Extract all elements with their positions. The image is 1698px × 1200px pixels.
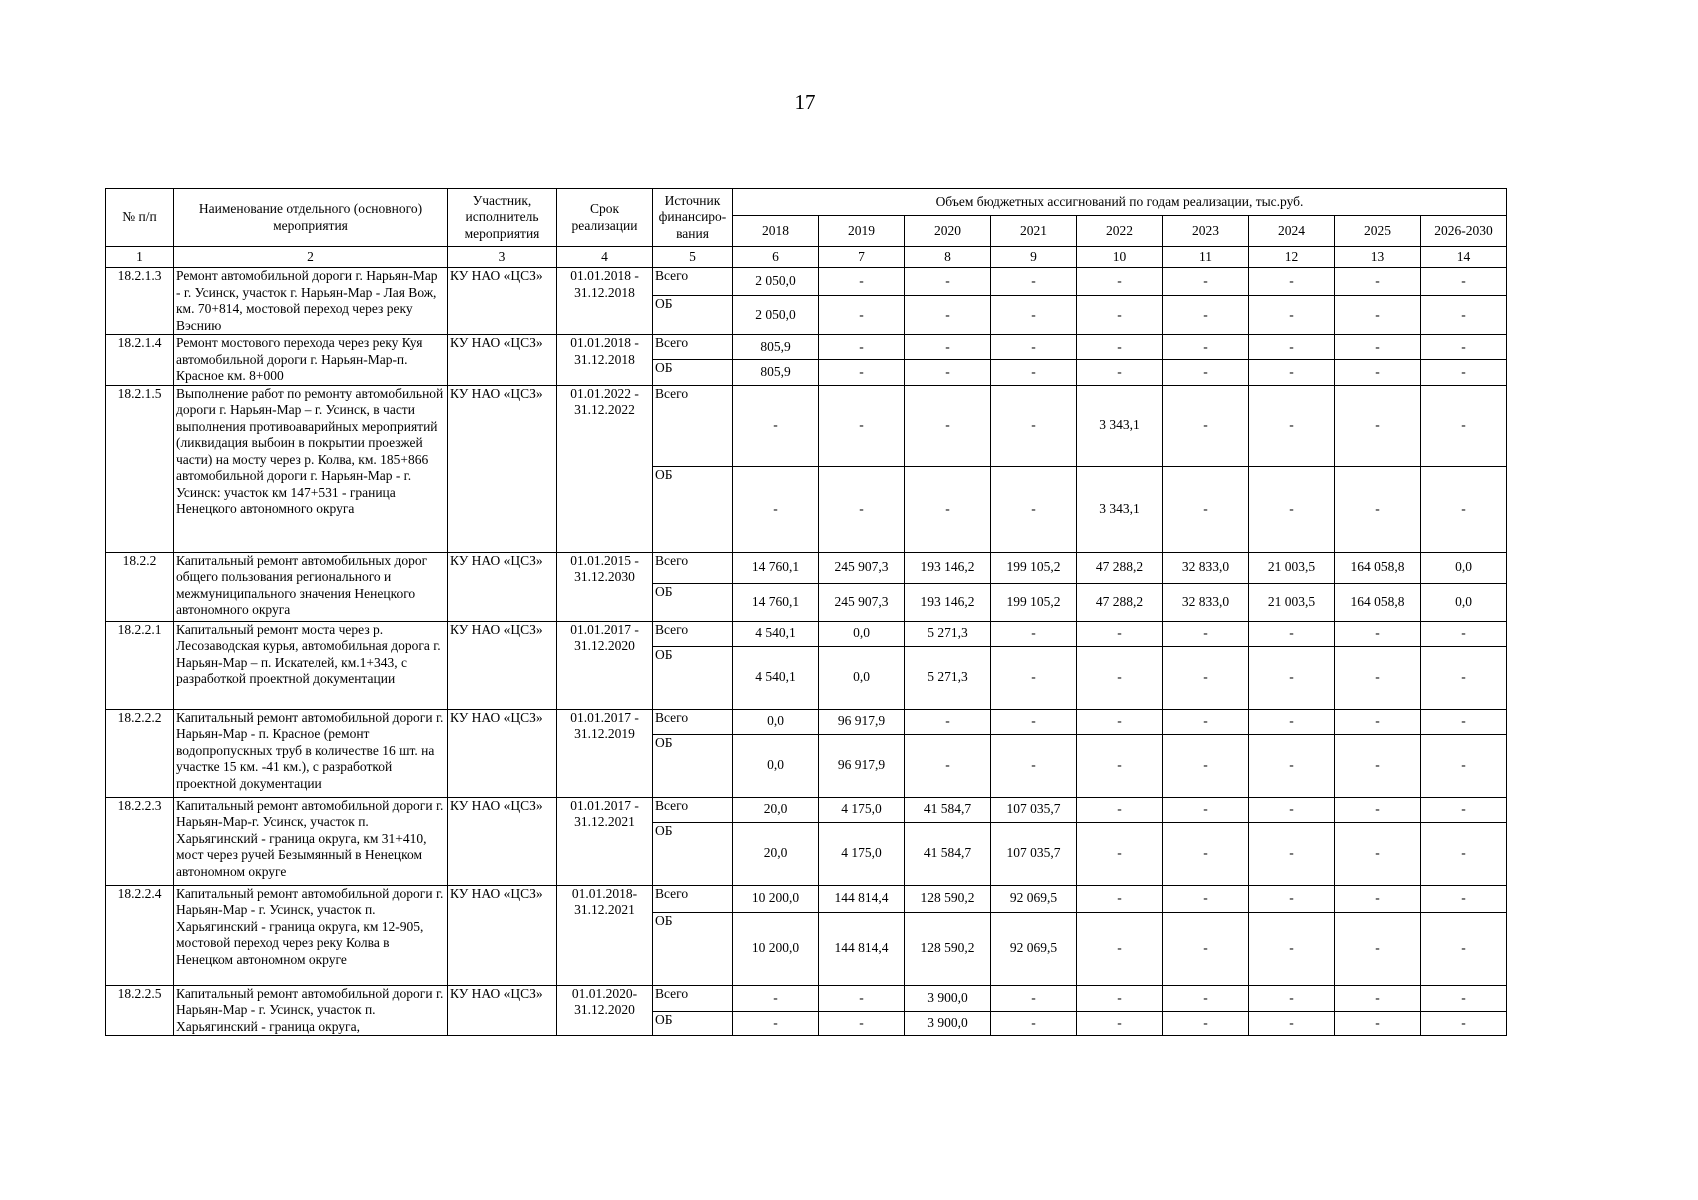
ob-value: - <box>1335 646 1421 709</box>
row-name: Капитальный ремонт автомобильной дороги г. Нарьян-Мар - г. Усинск, участок п. Харьягинский - граница округа, км 12-905, мостовой переход через реку Колва в Ненецком автономном округе <box>174 885 448 985</box>
total-value: 0,0 <box>819 621 905 646</box>
ob-value: - <box>1421 912 1507 985</box>
table-row <box>106 985 1507 1011</box>
total-value: - <box>1077 335 1163 360</box>
ob-value: - <box>991 646 1077 709</box>
ob-value: - <box>1335 822 1421 885</box>
ob-value: - <box>991 295 1077 334</box>
total-value: - <box>1077 709 1163 734</box>
ob-value: 199 105,2 <box>991 583 1077 621</box>
total-value: - <box>1249 268 1335 296</box>
ob-value: - <box>1335 466 1421 552</box>
total-value: - <box>1421 709 1507 734</box>
row-name: Ремонт мостового перехода через реку Куя автомобильной дороги г. Нарьян-Мар-п. Красное км. 8+000 <box>174 335 448 386</box>
ob-value: - <box>1077 912 1163 985</box>
ob-value: - <box>1421 1011 1507 1035</box>
total-value: - <box>1249 621 1335 646</box>
ob-value: 164 058,8 <box>1335 583 1421 621</box>
row-term: 01.01.2018 - 31.12.2018 <box>557 268 653 335</box>
ob-value: 0,0 <box>733 734 819 797</box>
column-number: 4 <box>557 247 653 268</box>
row-name: Выполнение работ по ремонту автомобильной дороги г. Нарьян-Мар – г. Усинск, в части выполнения противоаварийных мероприятий (ликвидация выбоин в покрытии проезжей части) на мосту через р. Колва, км. 185+866 автомобильной дороги г. Нарьян-Мар - г. Усинск: участок км 147+531 - граница Ненецкого автономного округа <box>174 385 448 552</box>
ob-value: 245 907,3 <box>819 583 905 621</box>
total-value: - <box>905 268 991 296</box>
header-num: № п/п <box>106 189 174 247</box>
total-value: - <box>1249 385 1335 466</box>
ob-value: - <box>819 295 905 334</box>
row-executor: КУ НАО «ЦСЗ» <box>448 621 557 709</box>
row-executor: КУ НАО «ЦСЗ» <box>448 552 557 621</box>
header-name: Наименование отдельного (основного) мероприятия <box>174 189 448 247</box>
row-number: 18.2.2.3 <box>106 797 174 885</box>
row-term: 01.01.2020- 31.12.2020 <box>557 985 653 1036</box>
ob-value: - <box>1077 360 1163 385</box>
ob-value: - <box>1163 295 1249 334</box>
header-executor: Участник, исполнитель мероприятия <box>448 189 557 247</box>
ob-value: - <box>1077 646 1163 709</box>
column-number: 11 <box>1163 247 1249 268</box>
ob-value: 2 050,0 <box>733 295 819 334</box>
row-number: 18.2.1.4 <box>106 335 174 386</box>
page-number: 17 <box>794 90 816 114</box>
total-value: 96 917,9 <box>819 709 905 734</box>
ob-value: - <box>1249 822 1335 885</box>
ob-value: - <box>1421 295 1507 334</box>
source-ob-label: ОБ <box>653 295 733 334</box>
total-value: 128 590,2 <box>905 885 991 912</box>
ob-value: 21 003,5 <box>1249 583 1335 621</box>
total-value: 20,0 <box>733 797 819 822</box>
row-name: Капитальный ремонт автомобильной дороги г. Нарьян-Мар-г. Усинск, участок п. Харьягинский - граница округа, км 31+410, мост через ручей Безымянный в Ненецком автономном округе <box>174 797 448 885</box>
row-term: 01.01.2017 - 31.12.2019 <box>557 709 653 797</box>
row-number: 18.2.1.5 <box>106 385 174 552</box>
total-value: 107 035,7 <box>991 797 1077 822</box>
total-value: - <box>733 385 819 466</box>
total-value: - <box>1163 797 1249 822</box>
table-row <box>106 797 1507 822</box>
total-value: - <box>991 709 1077 734</box>
source-total-label: Всего <box>653 885 733 912</box>
total-value: 0,0 <box>1421 552 1507 583</box>
ob-value: - <box>1335 295 1421 334</box>
row-name: Ремонт автомобильной дороги г. Нарьян-Мар - г. Усинск, участок г. Нарьян-Мар - Лая Вож, км. 70+814, мостовой переход через реку Вэснию <box>174 268 448 335</box>
total-value: - <box>1421 268 1507 296</box>
ob-value: 4 540,1 <box>733 646 819 709</box>
ob-value: - <box>1163 1011 1249 1035</box>
total-value: - <box>1249 709 1335 734</box>
total-value: - <box>1421 885 1507 912</box>
total-value: 32 833,0 <box>1163 552 1249 583</box>
header-year: 2020 <box>905 216 991 247</box>
total-value: - <box>1421 621 1507 646</box>
table-row <box>106 335 1507 360</box>
total-value: - <box>1163 985 1249 1011</box>
total-value: 144 814,4 <box>819 885 905 912</box>
header-source: Источник финансиро-вания <box>653 189 733 247</box>
header-year: 2023 <box>1163 216 1249 247</box>
total-value: - <box>1249 885 1335 912</box>
header-year: 2025 <box>1335 216 1421 247</box>
ob-value: - <box>1335 360 1421 385</box>
total-value: 21 003,5 <box>1249 552 1335 583</box>
source-ob-label: ОБ <box>653 1011 733 1035</box>
ob-value: 96 917,9 <box>819 734 905 797</box>
ob-value: - <box>991 360 1077 385</box>
row-term: 01.01.2022 - 31.12.2022 <box>557 385 653 552</box>
ob-value: 3 343,1 <box>1077 466 1163 552</box>
total-value: - <box>1421 985 1507 1011</box>
source-ob-label: ОБ <box>653 734 733 797</box>
ob-value: - <box>1421 822 1507 885</box>
source-ob-label: ОБ <box>653 822 733 885</box>
row-number: 18.2.2.5 <box>106 985 174 1036</box>
row-executor: КУ НАО «ЦСЗ» <box>448 797 557 885</box>
source-total-label: Всего <box>653 552 733 583</box>
ob-value: - <box>1335 1011 1421 1035</box>
row-number: 18.2.2.1 <box>106 621 174 709</box>
ob-value: 47 288,2 <box>1077 583 1163 621</box>
column-number: 12 <box>1249 247 1335 268</box>
ob-value: - <box>819 1011 905 1035</box>
ob-value: 128 590,2 <box>905 912 991 985</box>
ob-value: - <box>991 466 1077 552</box>
source-ob-label: ОБ <box>653 646 733 709</box>
total-value: - <box>1335 268 1421 296</box>
column-number: 3 <box>448 247 557 268</box>
header-year: 2026-2030 <box>1421 216 1507 247</box>
ob-value: - <box>1421 734 1507 797</box>
total-value: 92 069,5 <box>991 885 1077 912</box>
column-number: 13 <box>1335 247 1421 268</box>
total-value: 245 907,3 <box>819 552 905 583</box>
ob-value: 107 035,7 <box>991 822 1077 885</box>
table-row <box>106 621 1507 646</box>
total-value: - <box>1249 985 1335 1011</box>
ob-value: - <box>1249 360 1335 385</box>
total-value: - <box>1335 797 1421 822</box>
total-value: 10 200,0 <box>733 885 819 912</box>
ob-value: 805,9 <box>733 360 819 385</box>
total-value: 193 146,2 <box>905 552 991 583</box>
header-year: 2021 <box>991 216 1077 247</box>
total-value: - <box>1335 621 1421 646</box>
ob-value: - <box>905 360 991 385</box>
row-executor: КУ НАО «ЦСЗ» <box>448 709 557 797</box>
row-term: 01.01.2018- 31.12.2021 <box>557 885 653 985</box>
row-term: 01.01.2015 - 31.12.2030 <box>557 552 653 621</box>
row-executor: КУ НАО «ЦСЗ» <box>448 885 557 985</box>
total-value: 164 058,8 <box>1335 552 1421 583</box>
column-number: 9 <box>991 247 1077 268</box>
header-budget-title: Объем бюджетных ассигнований по годам реализации, тыс.руб. <box>733 189 1507 216</box>
header-year: 2018 <box>733 216 819 247</box>
ob-value: - <box>1249 1011 1335 1035</box>
ob-value: - <box>1163 466 1249 552</box>
row-term: 01.01.2017 - 31.12.2020 <box>557 621 653 709</box>
ob-value: - <box>991 1011 1077 1035</box>
total-value: 2 050,0 <box>733 268 819 296</box>
total-value: - <box>1335 985 1421 1011</box>
header-year: 2019 <box>819 216 905 247</box>
total-value: - <box>1421 385 1507 466</box>
ob-value: - <box>1249 466 1335 552</box>
total-value: - <box>733 985 819 1011</box>
column-number: 10 <box>1077 247 1163 268</box>
header-year: 2022 <box>1077 216 1163 247</box>
table-row <box>106 885 1507 912</box>
ob-value: - <box>1163 360 1249 385</box>
ob-value: - <box>1249 295 1335 334</box>
source-ob-label: ОБ <box>653 466 733 552</box>
header-term: Срок реализации <box>557 189 653 247</box>
row-name: Капитальный ремонт моста через р. Лесозаводская курья, автомобильная дорога г. Нарьян-Мар – п. Искателей, км.1+343, с разработкой проектной документации <box>174 621 448 709</box>
ob-value: - <box>1077 1011 1163 1035</box>
total-value: 3 343,1 <box>1077 385 1163 466</box>
source-total-label: Всего <box>653 385 733 466</box>
column-number: 8 <box>905 247 991 268</box>
ob-value: 3 900,0 <box>905 1011 991 1035</box>
ob-value: - <box>1421 360 1507 385</box>
column-number: 14 <box>1421 247 1507 268</box>
total-value: 41 584,7 <box>905 797 991 822</box>
ob-value: - <box>905 466 991 552</box>
total-value: - <box>1335 709 1421 734</box>
row-number: 18.2.2 <box>106 552 174 621</box>
column-number: 2 <box>174 247 448 268</box>
row-number: 18.2.1.3 <box>106 268 174 335</box>
total-value: - <box>1163 885 1249 912</box>
ob-value: - <box>1249 912 1335 985</box>
total-value: - <box>1077 985 1163 1011</box>
column-number: 5 <box>653 247 733 268</box>
total-value: - <box>1163 335 1249 360</box>
row-name: Капитальный ремонт автомобильной дороги г. Нарьян-Мар - г. Усинск, участок п. Харьягинский - граница округа, <box>174 985 448 1036</box>
total-value: 805,9 <box>733 335 819 360</box>
total-value: - <box>819 985 905 1011</box>
table-row <box>106 385 1507 466</box>
ob-value: 20,0 <box>733 822 819 885</box>
ob-value: 41 584,7 <box>905 822 991 885</box>
total-value: - <box>1163 385 1249 466</box>
total-value: - <box>1163 621 1249 646</box>
table-row <box>106 709 1507 734</box>
ob-value: - <box>733 1011 819 1035</box>
ob-value: - <box>1163 734 1249 797</box>
total-value: - <box>1077 621 1163 646</box>
total-value: - <box>991 335 1077 360</box>
total-value: - <box>991 268 1077 296</box>
row-executor: КУ НАО «ЦСЗ» <box>448 985 557 1036</box>
source-total-label: Всего <box>653 621 733 646</box>
total-value: 14 760,1 <box>733 552 819 583</box>
column-number: 6 <box>733 247 819 268</box>
table-row <box>106 268 1507 296</box>
total-value: - <box>1249 335 1335 360</box>
source-total-label: Всего <box>653 335 733 360</box>
total-value: 0,0 <box>733 709 819 734</box>
source-total-label: Всего <box>653 268 733 296</box>
row-executor: КУ НАО «ЦСЗ» <box>448 335 557 386</box>
ob-value: - <box>991 734 1077 797</box>
ob-value: 5 271,3 <box>905 646 991 709</box>
total-value: - <box>905 335 991 360</box>
ob-value: - <box>1077 734 1163 797</box>
total-value: - <box>819 385 905 466</box>
total-value: 47 288,2 <box>1077 552 1163 583</box>
ob-value: - <box>1077 295 1163 334</box>
row-number: 18.2.2.2 <box>106 709 174 797</box>
ob-value: - <box>1249 646 1335 709</box>
ob-value: 4 175,0 <box>819 822 905 885</box>
ob-value: 0,0 <box>1421 583 1507 621</box>
total-value: - <box>1077 797 1163 822</box>
source-ob-label: ОБ <box>653 583 733 621</box>
total-value: - <box>905 709 991 734</box>
ob-value: 144 814,4 <box>819 912 905 985</box>
ob-value: - <box>733 466 819 552</box>
ob-value: 14 760,1 <box>733 583 819 621</box>
source-total-label: Всего <box>653 985 733 1011</box>
total-value: - <box>1077 885 1163 912</box>
total-value: - <box>1421 335 1507 360</box>
total-value: - <box>1335 335 1421 360</box>
ob-value: 10 200,0 <box>733 912 819 985</box>
ob-value: - <box>905 734 991 797</box>
row-executor: КУ НАО «ЦСЗ» <box>448 268 557 335</box>
ob-value: - <box>1421 466 1507 552</box>
row-term: 01.01.2017 - 31.12.2021 <box>557 797 653 885</box>
total-value: - <box>1335 385 1421 466</box>
source-total-label: Всего <box>653 797 733 822</box>
row-executor: КУ НАО «ЦСЗ» <box>448 385 557 552</box>
total-value: - <box>1163 709 1249 734</box>
ob-value: 193 146,2 <box>905 583 991 621</box>
row-name: Капитальный ремонт автомобильных дорог общего пользования регионального и межмуниципального значения Ненецкого автономного округа <box>174 552 448 621</box>
ob-value: 92 069,5 <box>991 912 1077 985</box>
ob-value: - <box>819 466 905 552</box>
total-value: 199 105,2 <box>991 552 1077 583</box>
column-number: 1 <box>106 247 174 268</box>
ob-value: - <box>1335 734 1421 797</box>
ob-value: - <box>1421 646 1507 709</box>
source-ob-label: ОБ <box>653 360 733 385</box>
ob-value: 0,0 <box>819 646 905 709</box>
table-row <box>106 552 1507 583</box>
ob-value: - <box>1163 912 1249 985</box>
total-value: - <box>1163 268 1249 296</box>
total-value: 5 271,3 <box>905 621 991 646</box>
ob-value: - <box>819 360 905 385</box>
total-value: - <box>991 385 1077 466</box>
column-number: 7 <box>819 247 905 268</box>
ob-value: 32 833,0 <box>1163 583 1249 621</box>
row-number: 18.2.2.4 <box>106 885 174 985</box>
total-value: - <box>819 268 905 296</box>
row-name: Капитальный ремонт автомобильной дороги г. Нарьян-Мар - п. Красное (ремонт водопропускных труб в количестве 16 шт. на участке 15 км. -41 км.), с разработкой проектной документации <box>174 709 448 797</box>
source-ob-label: ОБ <box>653 912 733 985</box>
total-value: 3 900,0 <box>905 985 991 1011</box>
total-value: 4 175,0 <box>819 797 905 822</box>
ob-value: - <box>1163 646 1249 709</box>
source-total-label: Всего <box>653 709 733 734</box>
ob-value: - <box>1163 822 1249 885</box>
total-value: - <box>1077 268 1163 296</box>
total-value: - <box>819 335 905 360</box>
ob-value: - <box>1077 822 1163 885</box>
ob-value: - <box>905 295 991 334</box>
total-value: - <box>1421 797 1507 822</box>
ob-value: - <box>1335 912 1421 985</box>
total-value: - <box>1249 797 1335 822</box>
header-year: 2024 <box>1249 216 1335 247</box>
total-value: - <box>991 621 1077 646</box>
ob-value: - <box>1249 734 1335 797</box>
budget-table <box>105 188 1507 1036</box>
total-value: - <box>905 385 991 466</box>
total-value: - <box>991 985 1077 1011</box>
total-value: - <box>1335 885 1421 912</box>
row-term: 01.01.2018 - 31.12.2018 <box>557 335 653 386</box>
total-value: 4 540,1 <box>733 621 819 646</box>
